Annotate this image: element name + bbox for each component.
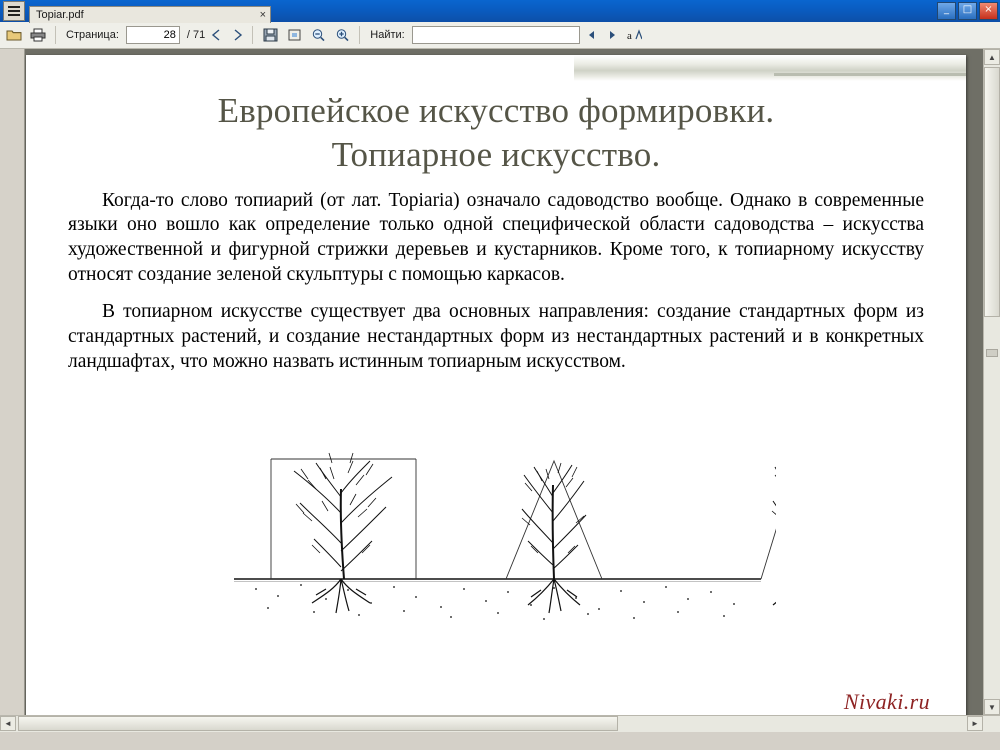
- svg-text:a: a: [626, 30, 632, 42]
- maximize-button[interactable]: □: [958, 2, 977, 20]
- watermark: Nivaki.ru: [843, 689, 930, 714]
- previous-page-button[interactable]: [209, 26, 225, 44]
- scroll-right-button[interactable]: ►: [967, 716, 983, 731]
- scroll-left-button[interactable]: ◄: [0, 716, 16, 731]
- toolbar-separator-2: [252, 26, 253, 44]
- printer-icon[interactable]: [28, 25, 48, 45]
- close-window-button[interactable]: ×: [979, 2, 998, 20]
- scroll-mark: [986, 349, 998, 357]
- document-viewport[interactable]: [0, 49, 1000, 715]
- find-input[interactable]: [412, 26, 580, 44]
- zoom-out-icon[interactable]: [308, 25, 328, 45]
- toolbar: [0, 22, 1000, 49]
- paragraph-2: В топиарном искусстве существует два основных направления: создание стандартных форм из стандартных растений, и создание нестандартных форм из нестандартных растений и в конкретных ландшафтах, что можно назвать истинным топиарным искусством.: [68, 301, 924, 373]
- save-icon[interactable]: [260, 25, 280, 45]
- page-title: [68, 89, 924, 177]
- paragraph-1: Когда-то слово топиарий (от лат. Topiaria) означало садоводство вообще. Однако в современные языки оно вошло как определение только одной специфической области садоводства – искусства художественной и фигурной стрижки деревьев и кустарников. Кроме того, к топиарному искусству относят создание зеленой скульптуры с помощью каркасов.: [68, 189, 924, 286]
- find-label: Найти:: [370, 29, 405, 41]
- horizontal-scroll-thumb[interactable]: [18, 716, 618, 731]
- horizontal-scrollbar[interactable]: [0, 715, 1000, 732]
- zoom-in-icon[interactable]: [332, 25, 352, 45]
- document-tab[interactable]: [29, 6, 271, 23]
- scroll-down-button[interactable]: ▼: [984, 699, 1000, 715]
- window-controls: [937, 2, 998, 20]
- pdf-page: [26, 55, 966, 715]
- vertical-scroll-thumb[interactable]: [984, 67, 1000, 317]
- vertical-scrollbar[interactable]: [983, 49, 1000, 715]
- minimize-button[interactable]: _: [937, 2, 956, 20]
- page-title-line2: Топиарное искусство.: [331, 134, 661, 174]
- find-previous-button[interactable]: [584, 26, 600, 44]
- page-title-line1: Европейское искусство формировки.: [217, 91, 775, 130]
- next-page-button[interactable]: [229, 26, 245, 44]
- document-tab-label: Topiar.pdf: [36, 8, 84, 21]
- scroll-up-button[interactable]: ▲: [984, 49, 1000, 65]
- pruning-shapes-illustration: [216, 393, 776, 633]
- fit-page-icon[interactable]: [284, 25, 304, 45]
- status-bar: [0, 732, 1000, 750]
- toolbar-separator: [55, 26, 56, 44]
- page-total-label: / 71: [186, 29, 206, 41]
- find-next-button[interactable]: [604, 26, 620, 44]
- page-label: Страница:: [66, 29, 119, 41]
- sidebar-rail: [0, 49, 25, 715]
- close-tab-icon[interactable]: ×: [259, 8, 266, 21]
- toolbar-separator-3: [359, 26, 360, 44]
- select-text-icon[interactable]: [624, 25, 644, 45]
- page-number-input[interactable]: [126, 26, 180, 44]
- title-bar: [0, 0, 1000, 22]
- scan-artifact: [574, 55, 966, 81]
- open-folder-icon[interactable]: [4, 25, 24, 45]
- main-menu-button[interactable]: [3, 1, 25, 21]
